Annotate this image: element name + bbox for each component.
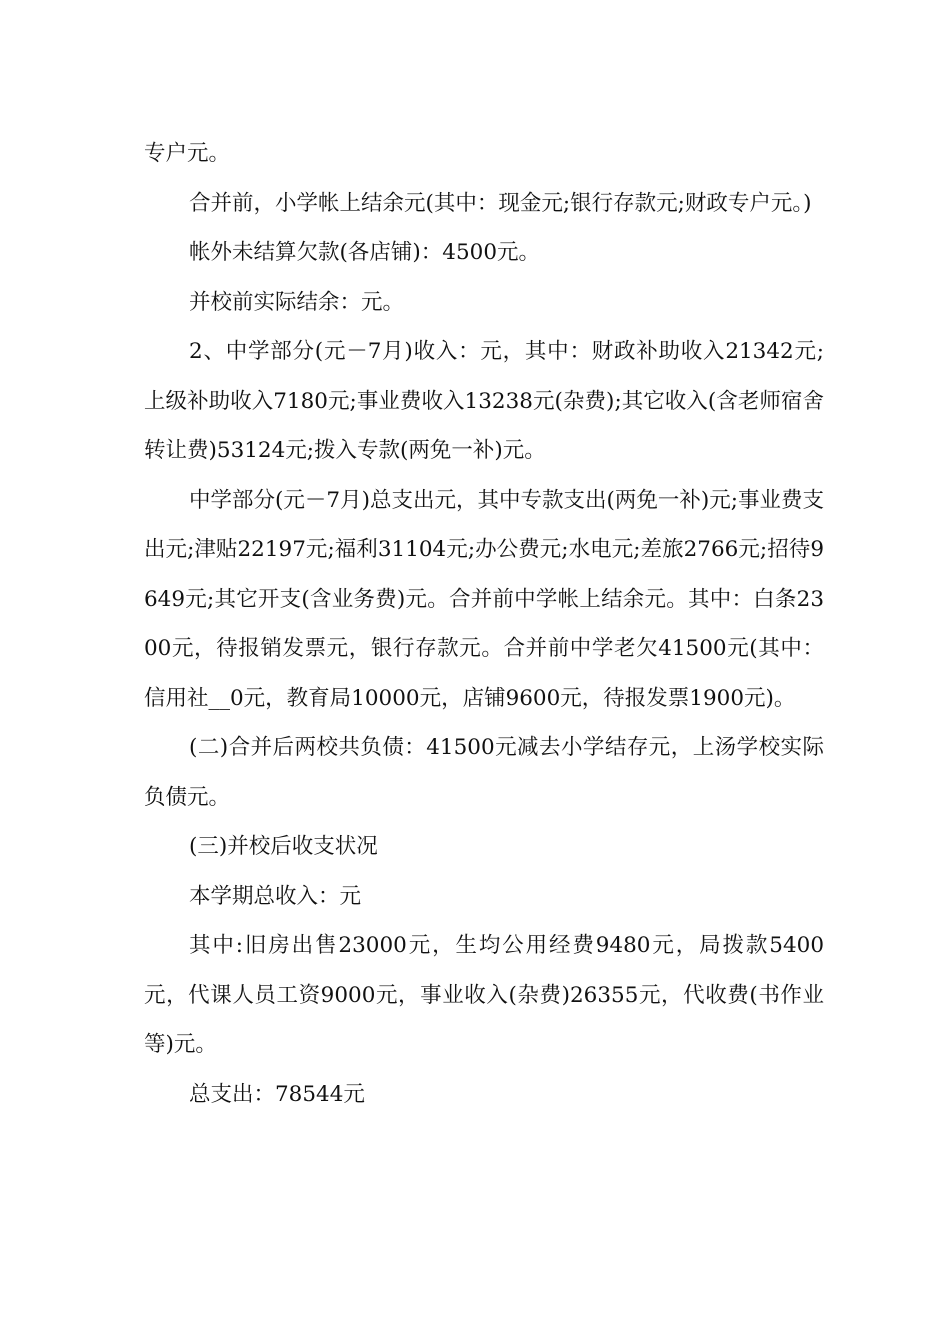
paragraph-9: 本学期总收入：元: [189, 883, 362, 909]
paragraph-4: 并校前实际结余：元。: [189, 289, 405, 315]
paragraph-1: 专户元。: [144, 141, 231, 166]
paragraph-10: 其中:旧房出售23000元，生均公用经费9480元，局拨款5400元，代课人员工资9000元，事业收入(杂费)26355元，代收费(书作业等)元。: [144, 933, 824, 1057]
paragraph-8: (三)并校后收支状况: [189, 834, 378, 859]
paragraph-5: 2、中学部分(元－7月)收入：元，其中：财政补助收入21342元;上级补助收入7180元;事业费收入13238元(杂费);其它收入(含老师宿舍转让费)53124元;拨入专款(两免一补)元。: [144, 339, 824, 463]
paragraph-2: 合并前，小学帐上结余元(其中：现金元;银行存款元;财政专户元。): [189, 190, 812, 216]
paragraph-3: 帐外未结算欠款(各店铺)：4500元。: [189, 240, 540, 265]
paragraph-6: 中学部分(元－7月)总支出元，其中专款支出(两免一补)元;事业费支出元;津贴22197元;福利31104元;办公费元;水电元;差旅2766元;招待9649元;其它开支(含业务费)元。合并前中学帐上结余元。其中：白条2300元，待报销发票元，银行存款元。合并前中学老欠41500元(其中：信用社__0元，教育局10000元，店铺9600元，待报发票1900元)。: [144, 487, 824, 711]
paragraph-11: 总支出：78544元: [189, 1081, 365, 1107]
paragraph-7: (二)合并后两校共负债：41500元减去小学结存元，上汤学校实际负债元。: [144, 735, 824, 810]
document-body: [144, 129, 824, 1119]
